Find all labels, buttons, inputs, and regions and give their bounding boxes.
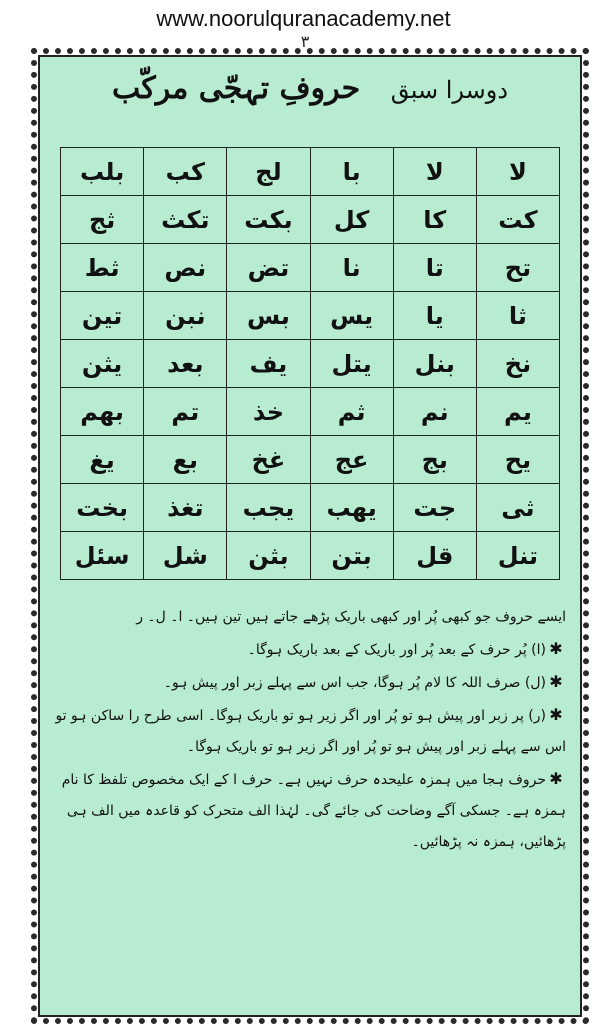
grid-cell: بعد bbox=[144, 340, 227, 388]
grid-cell: بکت bbox=[227, 196, 310, 244]
grid-cell: نص bbox=[144, 244, 227, 292]
grid-cell: ثط bbox=[61, 244, 144, 292]
letters-grid bbox=[60, 147, 560, 580]
grid-row bbox=[61, 484, 560, 532]
note-text: (ا) پُر حرف کے بعد پُر اور باریک کے بعد باریک ہوگا۔ bbox=[247, 642, 546, 658]
grid-cell: یف bbox=[227, 340, 310, 388]
grid-cell: کب bbox=[144, 148, 227, 196]
grid-row bbox=[61, 340, 560, 388]
website-url[interactable]: www.noorulquranacademy.net bbox=[156, 6, 451, 31]
grid-cell: تا bbox=[393, 244, 476, 292]
grid-cell: تنل bbox=[476, 532, 559, 580]
grid-cell: بلب bbox=[61, 148, 144, 196]
grid-cell: یس bbox=[310, 292, 393, 340]
grid-cell: بنل bbox=[393, 340, 476, 388]
grid-cell: تین bbox=[61, 292, 144, 340]
lesson-title-prefix: دوسرا سبق bbox=[390, 76, 509, 104]
grid-cell: کا bbox=[393, 196, 476, 244]
grid-row bbox=[61, 532, 560, 580]
grid-row bbox=[61, 196, 560, 244]
grid-row bbox=[61, 436, 560, 484]
grid-row bbox=[61, 244, 560, 292]
grid-cell: قل bbox=[393, 532, 476, 580]
grid-cell: بتن bbox=[310, 532, 393, 580]
star-bullet-icon: ✱ bbox=[549, 672, 563, 691]
grid-cell: بج bbox=[393, 436, 476, 484]
grid-cell: با bbox=[310, 148, 393, 196]
star-bullet-icon: ✱ bbox=[549, 769, 563, 788]
grid-cell: تح bbox=[476, 244, 559, 292]
intro-line: ایسے حروف جو کبھی پُر اور کبھی باریک پڑھے جاتے ہیں تین ہیں۔ ا۔ ل۔ ر bbox=[136, 609, 566, 625]
grid-cell: لا bbox=[476, 148, 559, 196]
grid-cell: کل bbox=[310, 196, 393, 244]
grid-cell: یا bbox=[393, 292, 476, 340]
grid-cell: تغذ bbox=[144, 484, 227, 532]
grid-cell: بخت bbox=[61, 484, 144, 532]
grid-cell: نم bbox=[393, 388, 476, 436]
page-number: ۳ bbox=[300, 32, 310, 51]
grid-cell: بس bbox=[227, 292, 310, 340]
grid-cell: لج bbox=[227, 148, 310, 196]
grid-cell: ثم bbox=[310, 388, 393, 436]
grid-cell: شل bbox=[144, 532, 227, 580]
grid-cell: یھب bbox=[310, 484, 393, 532]
note-item bbox=[54, 699, 566, 763]
grid-cell: غخ bbox=[227, 436, 310, 484]
star-bullet-icon: ✱ bbox=[549, 705, 563, 724]
grid-cell: یتل bbox=[310, 340, 393, 388]
grid-cell: تم bbox=[144, 388, 227, 436]
lesson-page-frame bbox=[38, 55, 582, 1017]
grid-cell: بھم bbox=[61, 388, 144, 436]
note-item bbox=[54, 633, 566, 666]
grid-cell: سئل bbox=[61, 532, 144, 580]
grid-cell: عج bbox=[310, 436, 393, 484]
grid-cell: یم bbox=[476, 388, 559, 436]
star-bullet-icon: ✱ bbox=[549, 639, 563, 658]
note-text: (ل) صرف اللہ کا لام پُر ہوگا، جب اس سے پہلے زبر اور پیش ہو۔ bbox=[163, 675, 546, 691]
grid-cell: نا bbox=[310, 244, 393, 292]
grid-cell: جت bbox=[393, 484, 476, 532]
grid-row bbox=[61, 148, 560, 196]
grid-cell: ثی bbox=[476, 484, 559, 532]
grid-cell: یثن bbox=[61, 340, 144, 388]
grid-cell: یجب bbox=[227, 484, 310, 532]
grid-cell: لا bbox=[393, 148, 476, 196]
grid-row bbox=[61, 292, 560, 340]
grid-row bbox=[61, 388, 560, 436]
notes-section bbox=[54, 602, 566, 858]
grid-cell: بثن bbox=[227, 532, 310, 580]
grid-cell: یغ bbox=[61, 436, 144, 484]
grid-cell: ثج bbox=[61, 196, 144, 244]
grid-cell: یح bbox=[476, 436, 559, 484]
grid-cell: خذ bbox=[227, 388, 310, 436]
grid-cell: نبن bbox=[144, 292, 227, 340]
note-text: (ر) پر زبر اور پیش ہو تو پُر اور اگر زیر ہو تو باریک ہوگا۔ اسی طرح را ساکن ہو تو اس سے پہلے زبر اور پیش ہو تو پُر اور اگر زیر ہو تو باریک ہوگا۔ bbox=[55, 708, 566, 755]
lesson-title bbox=[40, 71, 580, 106]
grid-cell: نخ bbox=[476, 340, 559, 388]
note-item bbox=[54, 763, 566, 858]
grid-cell: بع bbox=[144, 436, 227, 484]
grid-cell: ثا bbox=[476, 292, 559, 340]
grid-cell: تکث bbox=[144, 196, 227, 244]
grid-cell: کت bbox=[476, 196, 559, 244]
note-text: حروف ہجا میں ہمزہ علیحدہ حرف نہیں ہے۔ حرف ا کے ایک مخصوص تلفظ کا نام ہمزہ ہے۔ جسکی آگے وضاحت کی جائے گی۔ لہٰذا الف متحرک کو قاعدہ میں الف ہی پڑھائیں، ہمزہ نہ پڑھائیں۔ bbox=[61, 772, 566, 850]
note-item bbox=[54, 666, 566, 699]
grid-cell: تض bbox=[227, 244, 310, 292]
lesson-title-main: حروفِ تہجّی مرکّب bbox=[111, 71, 361, 106]
